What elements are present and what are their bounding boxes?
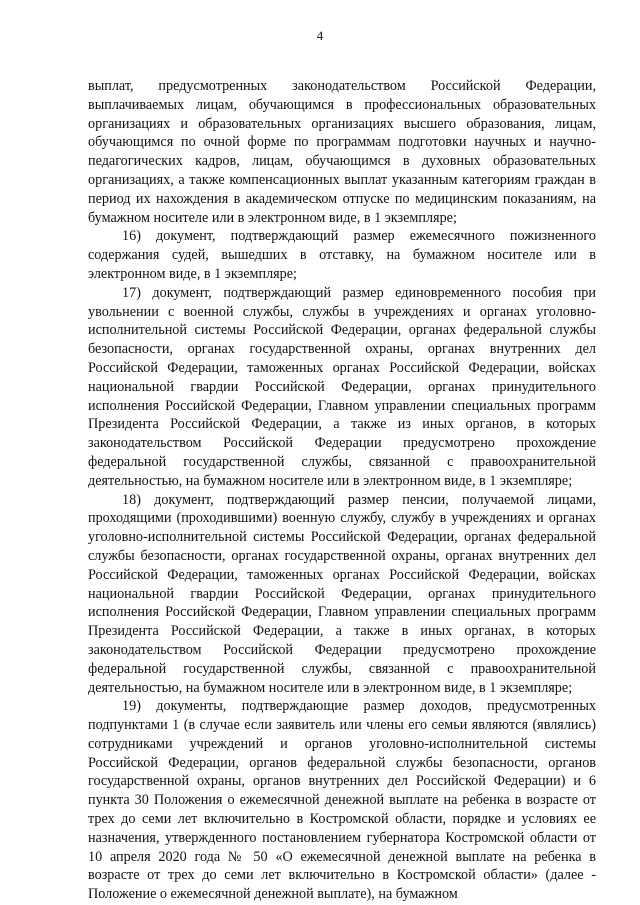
paragraph-item-16: 16) документ, подтверждающий размер ежемесячного пожизненного содержания судей, вышедших в отставку, на бумажном носителе или в электронном виде, в 1 экземпляре;: [88, 228, 596, 282]
paragraph-continuation: выплат, предусмотренных законодательством Российской Федерации, выплачиваемых лицам, обучающимся в профессиональных образовательных организациях и образовательных организациях высшего образования, лицам, обучающимся по очной форме по программам подготовки научных и научно-педагогических кадров, лицам, обучающимся в духовных образовательных организациях, а также компенсационных выплат указанным категориям граждан в период их нахождения в академическом отпуске по медицинским показаниям, на бумажном носителе или в электронном виде, в 1 экземпляре;: [88, 78, 596, 226]
paragraph-item-17: 17) документ, подтверждающий размер единовременного пособия при увольнении с военной службы, службы в учреждениях и органах уголовно-исполнительной системы Российской Федерации, органах федеральной службы безопасности, органах государственной охраны, органах внутренних дел Российской Федерации, таможенных органах Российской Федерации, войсках национальной гвардии Российской Федерации, органах принудительного исполнения Российской Федерации, Главном управлении специальных программ Президента Российской Федерации, а также из иных органов, в которых законодательством Российской Федерации предусмотрено прохождение федеральной государственной службы, связанной с правоохранительной деятельностью, на бумажном носителе или в электронном виде, в 1 экземпляре;: [88, 284, 596, 489]
page-number: 4: [316, 28, 324, 43]
paragraph-item-18: 18) документ, подтверждающий размер пенсии, получаемой лицами, проходящими (проходившими) военную службу, службу в учреждениях и органах уголовно-исполнительной системы Российской Федерации, органах федеральной службы безопасности, органах государственной охраны, органах внутренних дел Российской Федерации, таможенных органах Российской Федерации, войсках национальной гвардии Российской Федерации, органах принудительного исполнения Российской Федерации, Главном управлении специальных программ Президента Российской Федерации, а также в иных органах, в которых законодательством Российской Федерации предусмотрено прохождение федеральной государственной службы, связанной с правоохранительной деятельностью, на бумажном носителе или в электронном виде, в 1 экземпляре;: [88, 491, 596, 696]
paragraph-item-19: 19) документы, подтверждающие размер доходов, предусмотренных подпунктами 1 (в случае если заявитель или члены его семьи являются (являлись) сотрудниками учреждений и органов уголовно-исполнительной системы Российской Федерации, органов федеральной службы безопасности, органов государственной охраны, органов внутренних дел Российской Федерации) и 6 пункта 30 Положения о ежемесячной денежной выплате на ребенка в возрасте от трех до семи лет включительно в Костромской области, порядке и условиях ее назначения, утвержденного постановлением губернатора Костромской области от 10 апреля 2020 года № 50 «О ежемесячной денежной выплате на ребенка в возрасте от трех до семи лет включительно в Костромской области» (далее - Положение о ежемесячной денежной выплате), на бумажном: [88, 698, 596, 903]
document-body: [88, 77, 596, 904]
